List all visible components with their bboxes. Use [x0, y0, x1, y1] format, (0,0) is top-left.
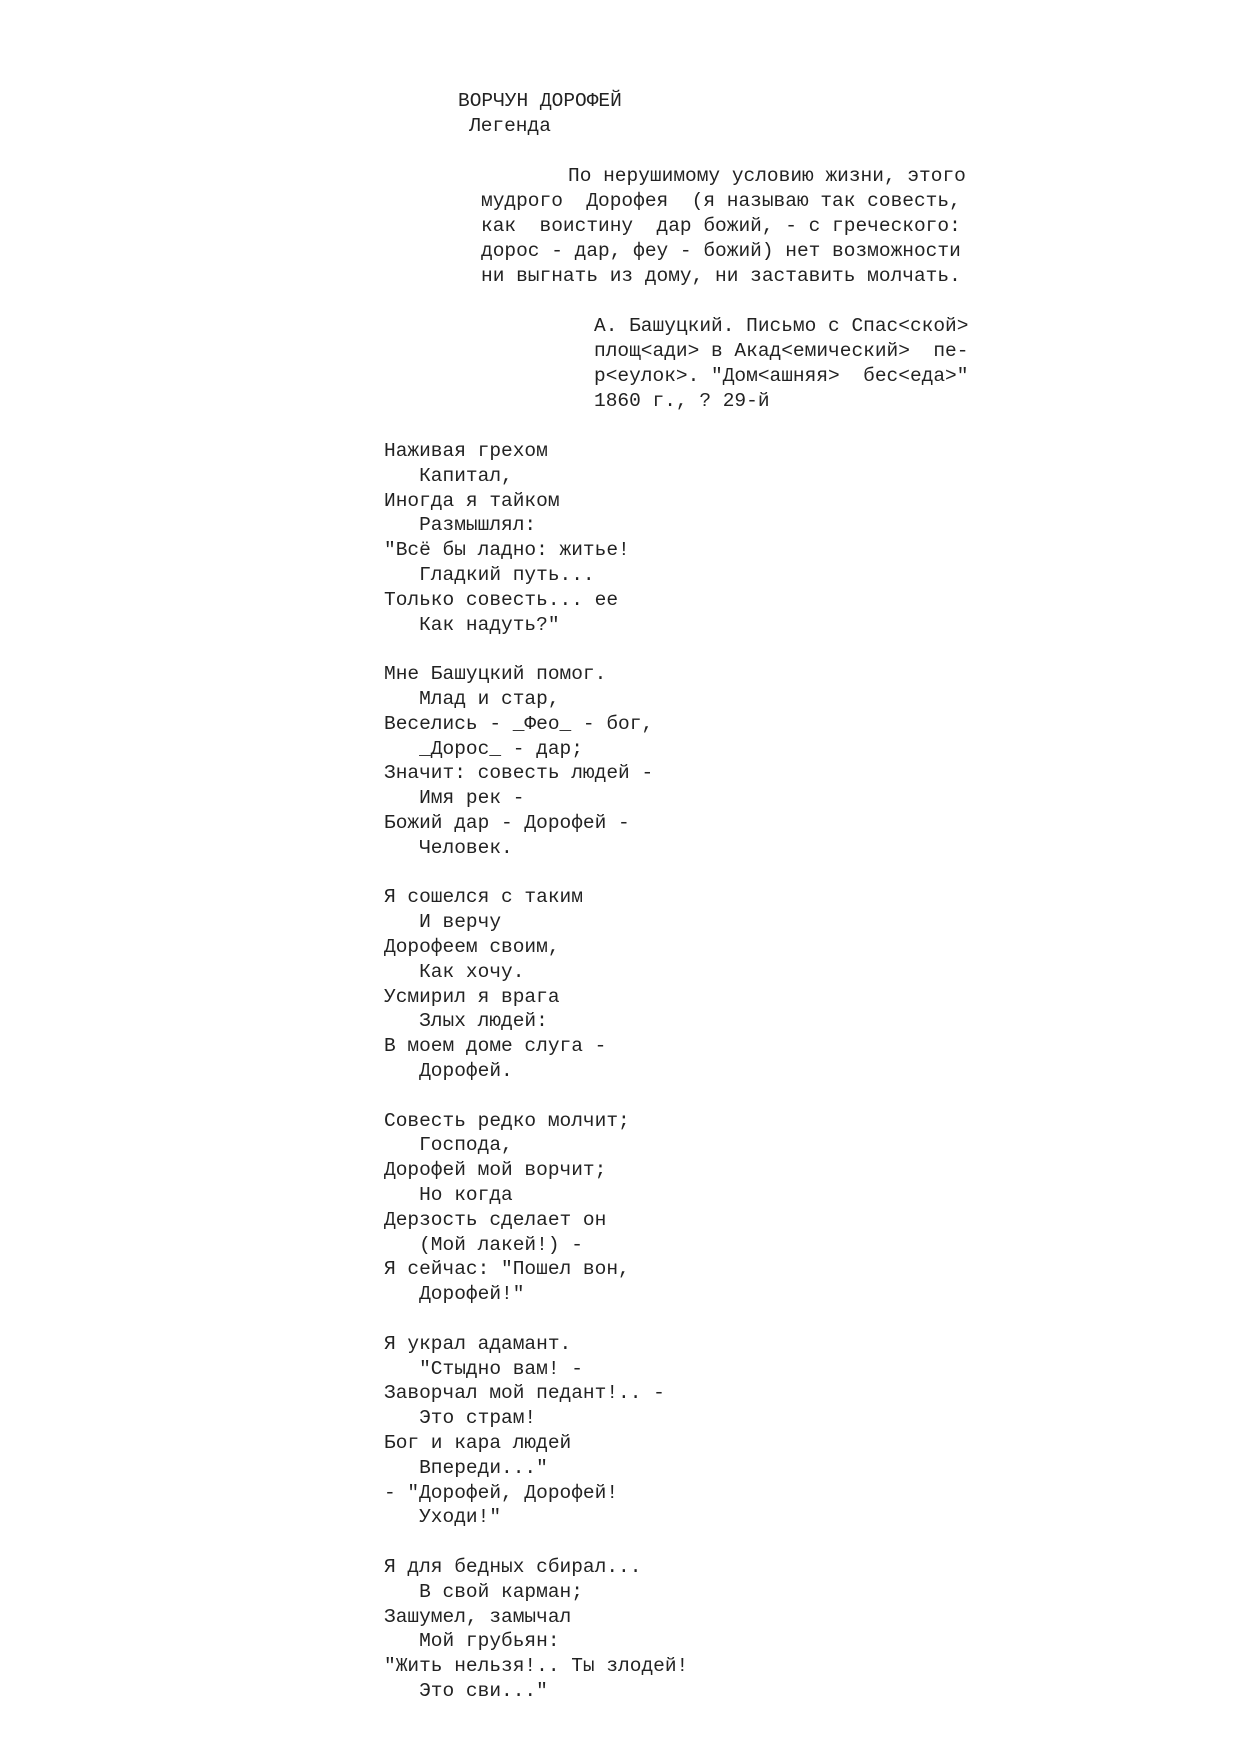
epigraph-line: мудрого Дорофея (я называю так совесть,: [481, 190, 961, 212]
poem-line: Усмирил я врага: [384, 986, 560, 1008]
poem-line: Но когда: [384, 1184, 513, 1206]
poem-line: Капитал,: [384, 465, 513, 487]
poem-line: Наживая грехом: [384, 440, 548, 462]
poem-line: Размышлял:: [384, 514, 537, 536]
epigraph-source-line: площ<ади> в Акад<емический> пе-: [594, 340, 969, 362]
poem-line: Божий дар - Дорофей -: [384, 812, 630, 834]
poem-line: Значит: совесть людей -: [384, 762, 654, 784]
epigraph-line: ни выгнать из дому, ни заставить молчать.: [481, 265, 961, 287]
poem-line: Человек.: [384, 837, 513, 859]
poem-line: Как хочу.: [384, 961, 525, 983]
poem-line: Заворчал мой педант!.. -: [384, 1382, 665, 1404]
poem-line: Бог и кара людей: [384, 1432, 572, 1454]
epigraph-source-line: р<еулок>. "Дом<ашняя> бес<еда>": [594, 365, 969, 387]
poem-line: Как надуть?": [384, 614, 560, 636]
poem-line: Только совесть... ее: [384, 589, 619, 611]
epigraph-source-line: 1860 г., ? 29-й: [594, 390, 770, 412]
poem-line: Уходи!": [384, 1506, 502, 1528]
poem-line: Мой грубьян:: [384, 1630, 560, 1652]
poem-line: И верчу: [384, 911, 502, 933]
poem-line: В свой карман;: [384, 1581, 583, 1603]
poem-line: Мне Башуцкий помог.: [384, 663, 607, 685]
poem-line: (Мой лакей!) -: [384, 1234, 583, 1256]
epigraph-line: дорос - дар, феу - божий) нет возможности: [481, 240, 961, 262]
poem-line: Я сошелся с таким: [384, 886, 583, 908]
poem-line: Млад и стар,: [384, 688, 560, 710]
poem-line: _Дорос_ - дар;: [384, 738, 583, 760]
poem-line: Впереди...": [384, 1457, 548, 1479]
poem-line: Господа,: [384, 1134, 513, 1156]
poem-line: В моем доме слуга -: [384, 1035, 607, 1057]
epigraph-line: как воистину дар божий, - с греческого:: [481, 215, 961, 237]
poem-line: Это сви...": [384, 1680, 548, 1702]
poem-line: Я сейчас: "Пошел вон,: [384, 1258, 630, 1280]
poem-line: Веселись - _Фео_ - бог,: [384, 713, 654, 735]
poem-line: Я для бедных сбирал...: [384, 1556, 642, 1578]
poem-line: Это страм!: [384, 1407, 537, 1429]
poem-line: - "Дорофей, Дорофей!: [384, 1482, 619, 1504]
poem-line: "Стыдно вам! -: [384, 1358, 583, 1380]
poem-line: Иногда я тайком: [384, 490, 560, 512]
poem-line: Дорофей!": [384, 1283, 525, 1305]
poem-line: Злых людей:: [384, 1010, 548, 1032]
poem-line: Дорофей мой ворчит;: [384, 1159, 607, 1181]
poem-line: Дерзость сделает он: [384, 1209, 607, 1231]
poem-line: Зашумел, замычал: [384, 1606, 572, 1628]
epigraph-line: По нерушимому условию жизни, этого: [568, 165, 966, 187]
poem-line: Совесть редко молчит;: [384, 1110, 630, 1132]
poem-line: Дорофей.: [384, 1060, 513, 1082]
poem-subtitle: Легенда: [469, 115, 551, 137]
poem-title: ВОРЧУН ДОРОФЕЙ: [458, 90, 622, 112]
poem-line: Дорофеем своим,: [384, 936, 560, 958]
epigraph-source-line: А. Башуцкий. Письмо с Спас<ской>: [594, 315, 969, 337]
poem-line: Гладкий путь...: [384, 564, 595, 586]
poem-line: Имя рек -: [384, 787, 525, 809]
poem-line: "Всё бы ладно: житье!: [384, 539, 630, 561]
poem-line: "Жить нельзя!.. Ты злодей!: [384, 1655, 689, 1677]
poem-line: Я украл адамант.: [384, 1333, 572, 1355]
